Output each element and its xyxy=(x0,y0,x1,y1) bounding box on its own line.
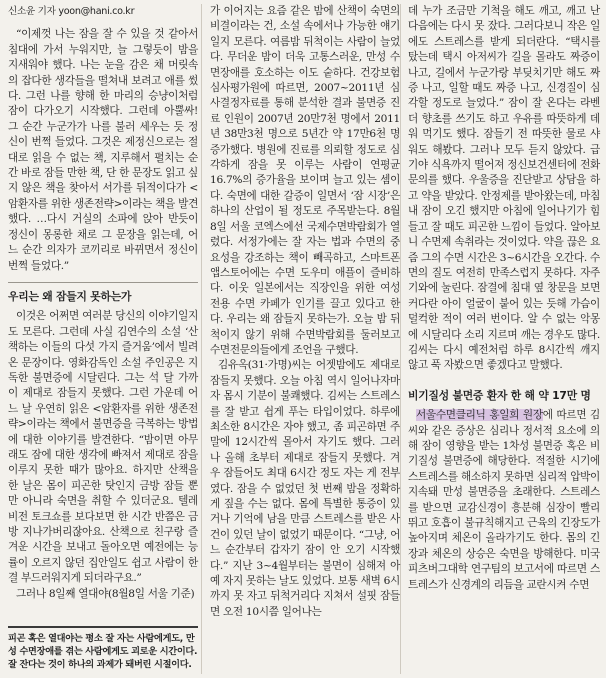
body-paragraph: 데 누가 조금만 기척을 해도 깨고, 깨고 난 다음에는 다시 못 잤다. 그러다보니 작은 일에도 스트레스를 받게 되더란다. “택시를 탔는데 택시 아저씨가 길을 몰라도 짜증이 나고, 길에서 누군가랑 부딪치기만 해도 짜증 나고, 일할 때도 짜증 나고, 신경질이 심각할 정도로 늘었다.” 잠이 잘 온다는 라벤더 향초를 쓰기도 하고 우유를 따뜻하게 데워 먹기도 했다. 잠들기 전 따뜻한 물로 샤워도 해봤다. 그러나 모두 듣지 않았다. 급기야 식욕까지 떨어져 정신보건센터에 전화 문의를 했다. 우울증을 진단받고 상담을 하고 약을 받았다. 안정제를 받아왔는데, 마침내 잠이 오긴 했지만 아침에 일어나기가 힘들고 잘 때도 피곤한 느낌이 들었다. 알아보니 수면제 속취라는 것이었다. 약을 끊은 요즘 그의 수면 시간은 3~6시간을 오간다. 수면의 질도 여전히 만족스럽지 못하다. 자주 기와에 눌린다. 잠결에 침대 옆 창문을 보면 커다란 아이 얼굴이 붙어 있는 듯해 가슴이 덜컥한 적이 여러 번이다. 알 수 없는 악몽에 시달리다 소리 지르며 깨는 경우도 많다. 김씨는 다시 예전처럼 하루 8시간씩 깨지 않고 푹 자봤으면 좋겠다고 말했다. xyxy=(408,5,600,372)
column-2 xyxy=(210,4,400,620)
body-paragraph xyxy=(408,408,600,593)
body-paragraph: 이것은 어쩌면 여러분 당신의 이야기일지도 모른다. 그런데 사실 김연수의 소설 ‘산책하는 이들의 다섯 가지 즐거움’에서 빌려온 문장이다. 영화감독인 소설 주인공은 지독한 불면증에 시달린다. 그는 석 달 가까이 제대로 잠들지 못했다. 그런 가운데 어느 날 우연히 읽은 <암환자를 위한 생존전략>이라는 책에서 불면증을 극복하는 방법에 대한 이야기를 발견한다. “밤이면 아무래도 잠에 대한 생각에 빠져서 제대로 잠을 이루지 못한 때가 많아요. 하지만 산책을 한 날은 몸이 피곤한 탓인지 금방 잠들 뿐만 아니라 숙면을 취할 수 있더군요. 텔레비전 토크쇼를 보다보면 한 시간 반쯤은 금방 지나가버리잖아요. 산책으로 친구랑 즐겨운 시간을 보내고 돌아오면 예전에는 능률이 오르지 않던 집안일도 쉽고 사람이 한결 부드러워지게 되더라구요.” xyxy=(8,310,198,585)
opening-quote: “이제껏 나는 잠을 잘 수 있을 것 같아서 침대에 가서 누워지만, 늘 그렇듯이 밤을 지새워야 했다. 나는 눈을 감은 채 머릿속의 잡다한 생각들을 떨쳐내 보려고 애를 썼다. 그런 나를 향해 한 마리의 승냥이처럼 잠이 다가오기 시작했다. 그런데 아뿔싸! 그 순간 누군가가 나를 불러 세우는 듯 정신이 번쩍 들었다. 그것은 제정신으로는 절대로 읽을 수 없는 책, 지루해서 펼치는 순간 바로 잠들 만한 책, 단 한 문장도 읽고 싶지 않은 책을 찾아서 서가를 뒤적이다가 <암환자를 위한 생존전략>이라는 책을 발견했다. …다시 거실의 소파에 앉아 반듯이 정신이 몽롱한 채로 그 문장을 읽는데, 어느 순간 의자가 코끼리로 바뀌면서 정신이 번쩍 들었다.” xyxy=(8,28,198,272)
column-1 xyxy=(8,4,198,602)
section-divider xyxy=(8,282,198,283)
photo-caption: 피곤 혹은 열대야는 평소 잘 자는 사람에게도, 만성 수면장애를 겪는 사람에게도 괴로운 시간이다. 잘 잔다는 것이 하나의 과제가 돼버린 시절이다. xyxy=(8,626,198,672)
byline: 신소윤 기자 yoon@hani.co.kr xyxy=(8,6,135,17)
body-paragraph: 가 이어지는 요즘 같은 밤에 산책이 숙면의 비결이라는 건, 소설 속에서나 가능한 얘기일지 모른다. 여름밤 뒤척이는 사람이 늘었다. 무더운 밤이 더욱 고통스러운, 만성 수면장애를 호소하는 이도 숱하다. 건강보험심사평가원에 따르면, 2007~2011년 심사결정자료를 통해 분석한 결과 불면증 진료 인원이 2007년 20만7천 명에서 2011년 38만3천 명으로 5년간 약 17만6천 명 증가했다. 병원에 진료를 의뢰할 정도로 심각하게 잠을 못 이루는 사람이 연평균 16.7%의 증가율을 보이며 늘고 있는 셈이다. 숙면에 대한 갈증이 일면서 ‘잠 시장’은 하나의 산업이 될 정도로 주목받는다. 8월8일 서울 코엑스에선 국제수면박람회가 열렸다. 서정가에는 잘 자는 법과 수면의 중요성을 강조하는 책이 빼곡하고, 스마트폰 앱스토어에는 수면 도우미 애플이 즐비하다. 이웃 일본에서는 직장인을 위한 여성 전용 수면 카페가 인기를 끌고 있다고 한다. 우리는 왜 잠들지 못하는가. 오늘 밤 뒤척이지 않기 위해 수면박람회를 둘러보고 수면전문의들에게 조언을 구했다. xyxy=(210,5,400,356)
body-paragraph: 김유옥(31·가명)씨는 어젯밤에도 제대로 잠들지 못했다. 오늘 아침 역시 일어나자마자 몸시 기분이 불쾌했다. 김씨는 스트레스를 잘 받고 쉽게 푸는 타입이었다. 하루에 최소한 8시간은 자야 했고, 좀 피곤하면 주말에 12시간씩 몰아서 자기도 했다. 그러나 올해 초부터 제대로 잠들지 못했다. 겨우 잠들어도 최대 6시간 정도 자는 게 전부였다. 잠을 수 없었던 첫 번째 밤을 정확하게 짚을 수는 없다. 몸에 특별한 통증이 있거나 기억에 남을 만큼 스트레스를 받은 사건이 있던 날이 없었기 때문이다. “그냥, 어느 순간부터 갑자기 잠이 안 오기 시작했다.” 지난 3~4월부터는 불면이 심해져 아예 자지 못하는 날도 있었다. 보통 새벽 6시까지 못 자고 뒤척거리다 지쳐서 설핏 잠들면 오전 10시쯤 일어나는 xyxy=(210,359,400,618)
body-paragraph: 그러나 8일째 열대야(8월8일 서울 기준) xyxy=(16,587,195,600)
section-heading: 비기질성 불면증 환자 한 해 약 17만 명 xyxy=(408,388,591,402)
section-heading: 우리는 왜 잠들지 못하는가 xyxy=(8,289,132,303)
column-divider xyxy=(400,4,401,674)
column-3 xyxy=(408,4,600,593)
column-divider xyxy=(201,4,202,674)
highlighted-text: 서울수면클리닉 홍일희 원장 xyxy=(416,409,543,422)
paragraph-text: 에 따르면 김씨와 같은 증상은 심리나 정서적 요소에 의해 잠이 영향을 받는 1차성 불면증 혹은 비기질성 불면증에 해당한다. 적절한 시기에 스트레스를 해소하지 못하면 심리적 압박이 지속돼 만성 불면증을 초래한다. 스트레스를 받으면 교감신경이 흥분해 심장이 빨리 뛰고 호흡이 불규칙해지고 근육의 긴장도가 높아지며 체온이 올라가기도 한다. 몸의 긴장과 체온의 상승은 숙면을 방해한다. 미국 피츠버그대학 연구팀의 보고서에 따르면 스트레스가 신경계의 리듬을 교란시켜 수면 xyxy=(408,409,600,591)
